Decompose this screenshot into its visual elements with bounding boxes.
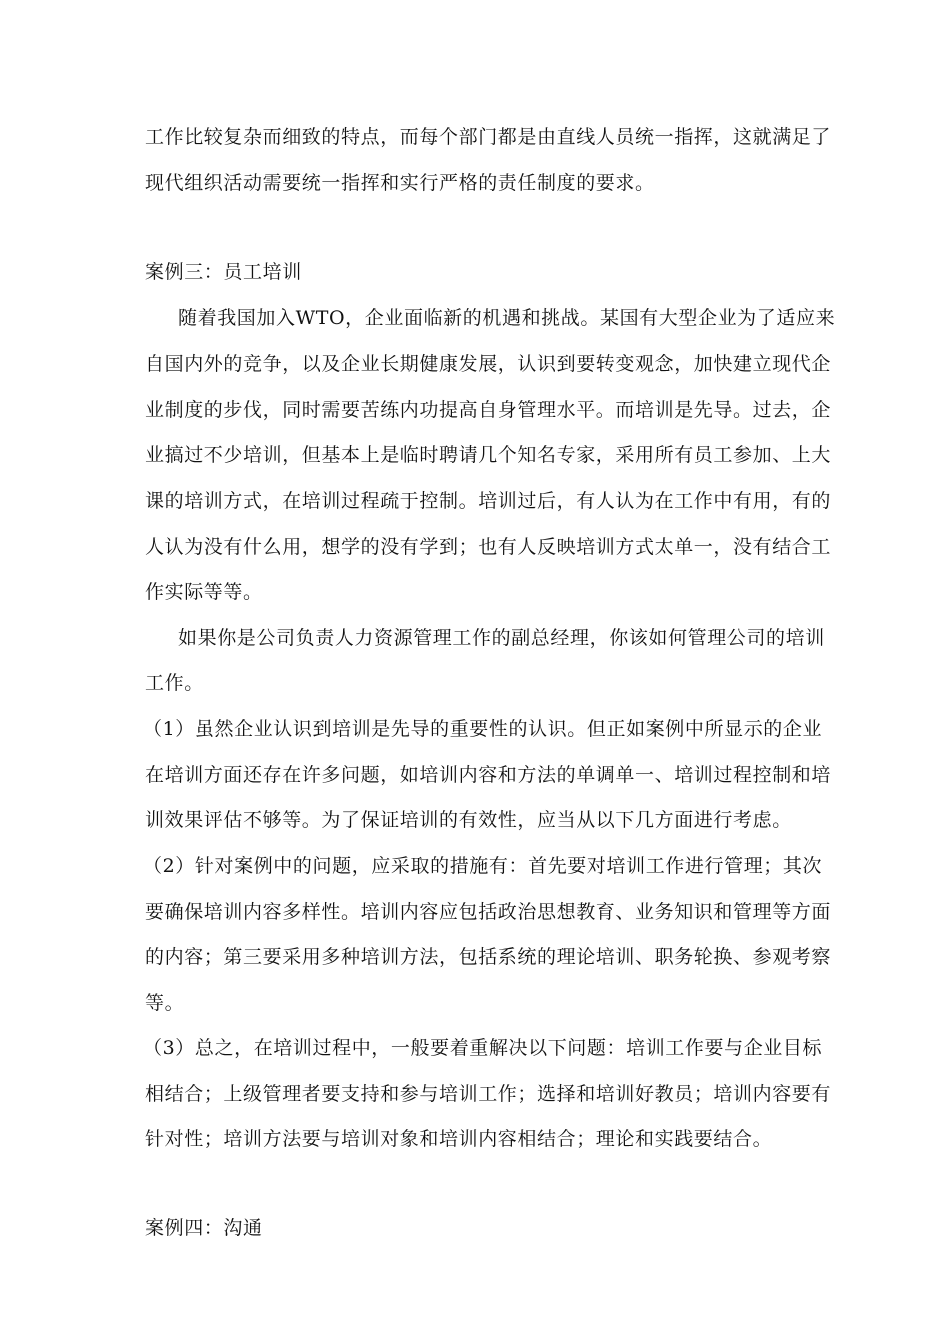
answer-item-2: （2）针对案例中的问题，应采取的措施有：首先要对培训工作进行管理；其次 [143,855,823,877]
paragraph-line: 随着我国加入WTO，企业面临新的机遇和挑战。某国有大型企业为了适应来 [178,307,836,329]
paragraph-line: 的内容；第三要采用多种培训方法，包括系统的理论培训、职务轮换、参观考察 [145,946,832,968]
question-line: 如果你是公司负责人力资源管理工作的副总经理，你该如何管理公司的培训 [178,627,825,649]
paragraph-line: 要确保培训内容多样性。培训内容应包括政治思想教育、业务知识和管理等方面 [145,901,832,923]
paragraph-line: 相结合；上级管理者要支持和参与培训工作；选择和培训好教员；培训内容要有 [145,1083,832,1105]
paragraph-line: 在培训方面还存在许多问题，如培训内容和方法的单调单一、培训过程控制和培 [145,764,832,786]
answer-item-1: （1）虽然企业认识到培训是先导的重要性的认识。但正如案例中所显示的企业 [143,718,823,740]
answer-item-3: （3）总之，在培训过程中，一般要着重解决以下问题：培训工作要与企业目标 [143,1037,823,1059]
paragraph-line: 作实际等等。 [145,581,263,603]
paragraph-line: 工作比较复杂而细致的特点，而每个部门都是由直线人员统一指挥，这就满足了 [145,126,832,148]
paragraph-line: 训效果评估不够等。为了保证培训的有效性，应当从以下几方面进行考虑。 [145,809,792,831]
case3-heading: 案例三：员工培训 [145,261,302,283]
paragraph-line: 课的培训方式，在培训过程疏于控制。培训过后，有人认为在工作中有用，有的 [145,490,832,512]
paragraph-line: 业搞过不少培训，但基本上是临时聘请几个知名专家，采用所有员工参加、上大 [145,444,832,466]
question-line: 工作。 [145,672,204,694]
paragraph-line: 现代组织活动需要统一指挥和实行严格的责任制度的要求。 [145,172,655,194]
paragraph-line: 自国内外的竞争，以及企业长期健康发展，认识到要转变观念，加快建立现代企 [145,353,832,375]
case4-heading: 案例四：沟通 [145,1217,263,1239]
paragraph-line: 针对性；培训方法要与培训对象和培训内容相结合；理论和实践要结合。 [145,1128,773,1150]
paragraph-line: 人认为没有什么用，想学的没有学到；也有人反映培训方式太单一，没有结合工 [145,536,832,558]
paragraph-line: 等。 [145,992,185,1014]
paragraph-line: 业制度的步伐，同时需要苦练内功提高自身管理水平。而培训是先导。过去，企 [145,399,832,421]
